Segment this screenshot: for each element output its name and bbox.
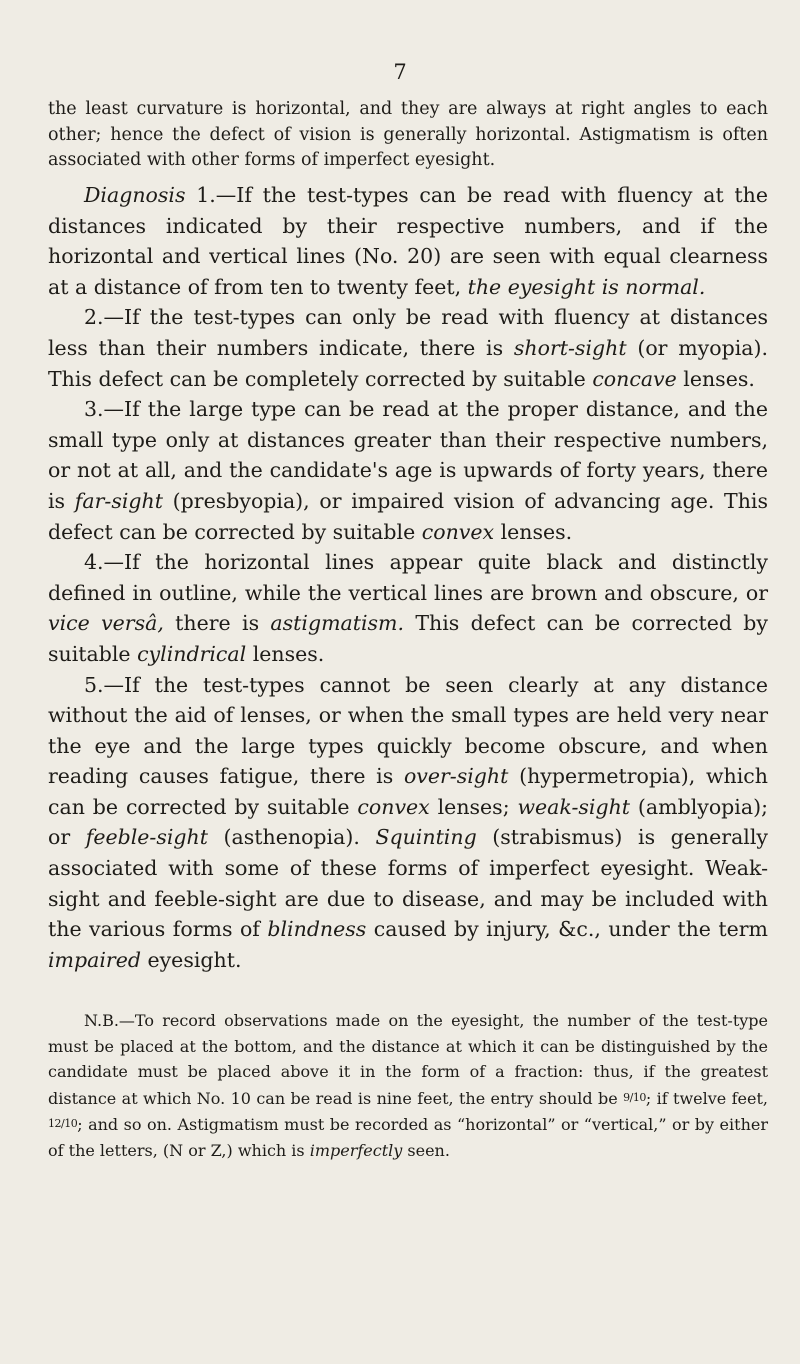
diagnosis-5-term-blindness: blindness (267, 917, 367, 942)
diagnosis-paragraph-4 (48, 547, 768, 669)
note-text-b: ; if twelve feet, (645, 1088, 769, 1108)
diagnosis-4-text-c: This defect can be corrected by suitable (48, 611, 768, 666)
diagnosis-4-term-astigmatism: astigmatism. (270, 611, 405, 636)
diagnosis-section (48, 180, 768, 975)
diagnosis-5-text-a: 5.—If the test-types cannot be seen clearly at any distance without the aid of lenses, or when the small types are held very near the eye and the large types quickly become obscure, and when reading causes fatigue, there is (48, 672, 768, 789)
diagnosis-5-term-over-sight: over-sight (403, 764, 509, 789)
footnote-nb (48, 1008, 768, 1164)
diagnosis-4-text-b: there is (163, 611, 271, 636)
diagnosis-5-text-c: lenses; (429, 794, 518, 819)
diagnosis-5-term-squinting: Squinting (375, 825, 477, 850)
diagnosis-5-text-b: (hypermetropia), which can be corrected by suitable (48, 764, 768, 819)
diagnosis-5-term-convex: convex (357, 794, 430, 819)
note-text-d: seen. (402, 1140, 450, 1160)
diagnosis-5-text-e: (asthenopia). (207, 825, 376, 850)
note-emphasis-imperfectly: imperfectly (309, 1140, 403, 1160)
diagnosis-5-term-feeble-sight: feeble-sight (85, 825, 208, 850)
fraction-twelve-tenths: 12/10 (48, 1117, 78, 1131)
diagnosis-3-term-far-sight: far-sight (74, 488, 163, 513)
note-text-c: ; and so on. Astigmatism must be recorded as “horizontal” or “vertical,” or by either of the letters, (N or Z,) which is (48, 1115, 768, 1160)
fraction-nine-tenths: 9/10 (623, 1090, 646, 1104)
diagnosis-5-text-h: eyesight. (140, 947, 242, 972)
diagnosis-3-text-c: lenses. (494, 519, 573, 544)
diagnosis-5-text-g: caused by injury, &c., under the term (366, 917, 768, 942)
diagnosis-5-term-impaired: impaired (48, 947, 141, 972)
diagnosis-2-term-concave: concave (592, 366, 677, 391)
diagnosis-5-text-d: (amblyopia); or (48, 794, 768, 850)
diagnosis-4-term-cylindrical: cylindrical (137, 641, 247, 666)
page-number: 7 (393, 60, 407, 84)
diagnosis-1-emphasis: the eyesight is normal. (467, 274, 706, 299)
diagnosis-4-text-a: 4.—If the horizontal lines appear quite black and distinctly defined in outline, while the vertical lines are brown and obscure, or (48, 550, 768, 605)
diagnosis-4-term-vice-versa: vice versâ, (48, 611, 164, 636)
diagnosis-1-text: 1.—If the test-types can be read with fluency at the distances indicated by their respective numbers, and if the horizontal and vertical lines (No. 20) are seen with equal clearness at a distance of from ten to twenty feet, (48, 183, 768, 299)
diagnosis-paragraph-5 (48, 670, 768, 976)
diagnosis-5-text-f: (strabismus) is generally associated with some of these forms of imperfect eyesight. Weak-sight and feeble-sight are due to disease, and may be included with the various forms of (48, 825, 768, 942)
diagnosis-paragraph-3 (48, 394, 768, 547)
diagnosis-5-term-weak-sight: weak-sight (517, 794, 631, 819)
diagnosis-3-text-a: 3.—If the large type can be read at the proper distance, and the small type only at distances greater than their respective numbers, or not at all, and the candidate's age is upwards of forty years, there is (48, 397, 768, 513)
diagnosis-2-text-c: lenses. (676, 366, 755, 391)
diagnosis-4-text-d: lenses. (246, 641, 325, 666)
intro-paragraph: the least curvature is horizontal, and they are always at right angles to each other; hence the defect of vision is generally horizontal. Astigmatism is often associated with other forms of imperfect eyesight. (48, 99, 768, 170)
diagnosis-2-text-b: (or myopia). This defect can be completely corrected by suitable (48, 335, 769, 391)
diagnosis-heading: Diagnosis (84, 183, 186, 207)
diagnosis-3-text-b: (presbyopia), or impaired vision of advancing age. This defect can be corrected by suitable (48, 488, 769, 544)
note-text-a: N.B.—To record observations made on the eyesight, the number of the test-type must be placed at the bottom, and the distance at which it can be distinguished by the candidate must be placed above it in the form of a fraction: thus, if the greatest distance at which No. 10 can be read is nine feet, the entry should be (48, 1011, 768, 1108)
diagnosis-paragraph-2 (48, 302, 768, 394)
diagnosis-3-term-convex: convex (421, 519, 495, 544)
diagnosis-2-term-short-sight: short-sight (513, 335, 627, 360)
diagnosis-2-text-a: 2.—If the test-types can only be read with fluency at distances less than their numbers indicate, there is (48, 305, 768, 360)
diagnosis-paragraph-1 (48, 180, 768, 302)
